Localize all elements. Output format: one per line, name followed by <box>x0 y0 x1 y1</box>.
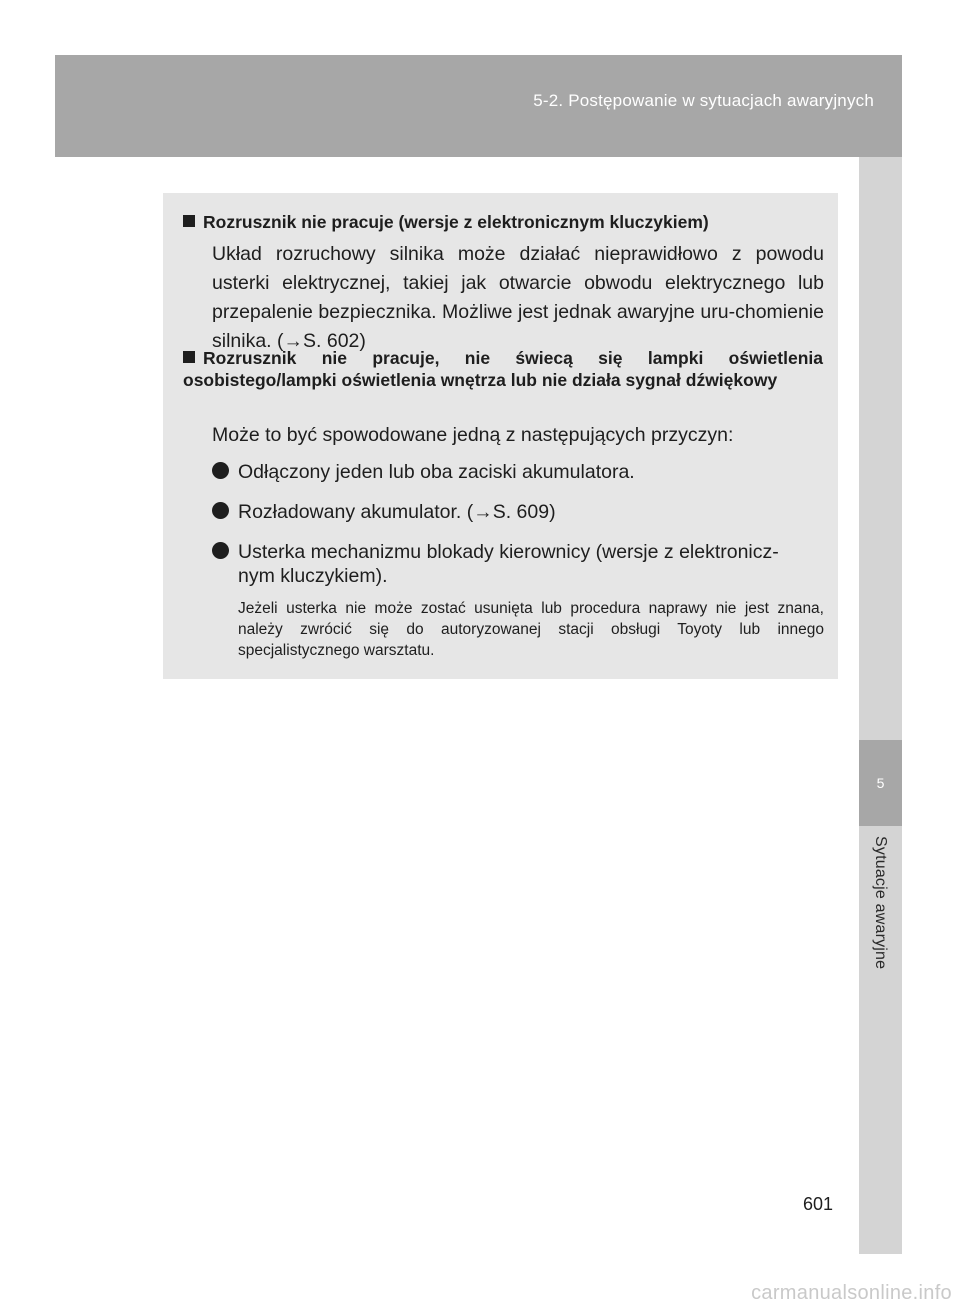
chapter-label: Sytuacje awaryjne <box>872 836 889 970</box>
bullet-icon <box>212 502 229 519</box>
section-body-1: Układ rozruchowy silnika może działać nieprawidłowo z powodu usterki elektrycznej, takiej jak otwarcie obwodu elektrycznego lub przepalenie bezpiecznika. Możliwe jest jednak awaryjne uru-chomienie silnika. (→S. 602) <box>212 243 824 352</box>
bullet-icon <box>212 542 229 559</box>
bullet-icon <box>212 462 229 479</box>
section-heading-1: Rozrusznik nie pracuje (wersje z elektronicznym kluczykiem) <box>183 211 823 233</box>
list-item: Odłączony jeden lub oba zaciski akumulatora. <box>212 457 824 488</box>
list-item: Usterka mechanizmu blokady kierownicy (wersje z elektronicz- <box>212 537 824 568</box>
page-number: 601 <box>803 1194 834 1214</box>
chapter-number-tab[interactable]: 5 <box>859 740 902 826</box>
header-band <box>55 55 902 157</box>
list-item-continuation: nym kluczykiem). <box>238 565 388 587</box>
watermark: carmanualsonline.info <box>751 1282 952 1304</box>
square-bullet-icon <box>183 351 195 363</box>
chapter-title: 5-2. Postępowanie w sytuacjach awaryjnych <box>533 91 874 110</box>
section-heading-2: Rozrusznik nie pracuje, nie świecą się lampki oświetlenia osobistego/lampki oświetlenia wnętrza lub nie działa sygnał dźwiękowy <box>183 348 823 390</box>
list-item: Rozładowany akumulator. (→S. 609) <box>212 497 824 528</box>
note-text: Jeżeli usterka nie może zostać usunięta lub procedura naprawy nie jest znana, należy zwrócić się do autoryzowanej stacji obsługi Toyoty lub innego specjalistycznego warsztatu. <box>238 600 824 659</box>
square-bullet-icon <box>183 215 195 227</box>
section-body-2: Może to być spowodowane jedną z następujących przyczyn: <box>212 424 734 446</box>
side-tab <box>859 157 902 1254</box>
